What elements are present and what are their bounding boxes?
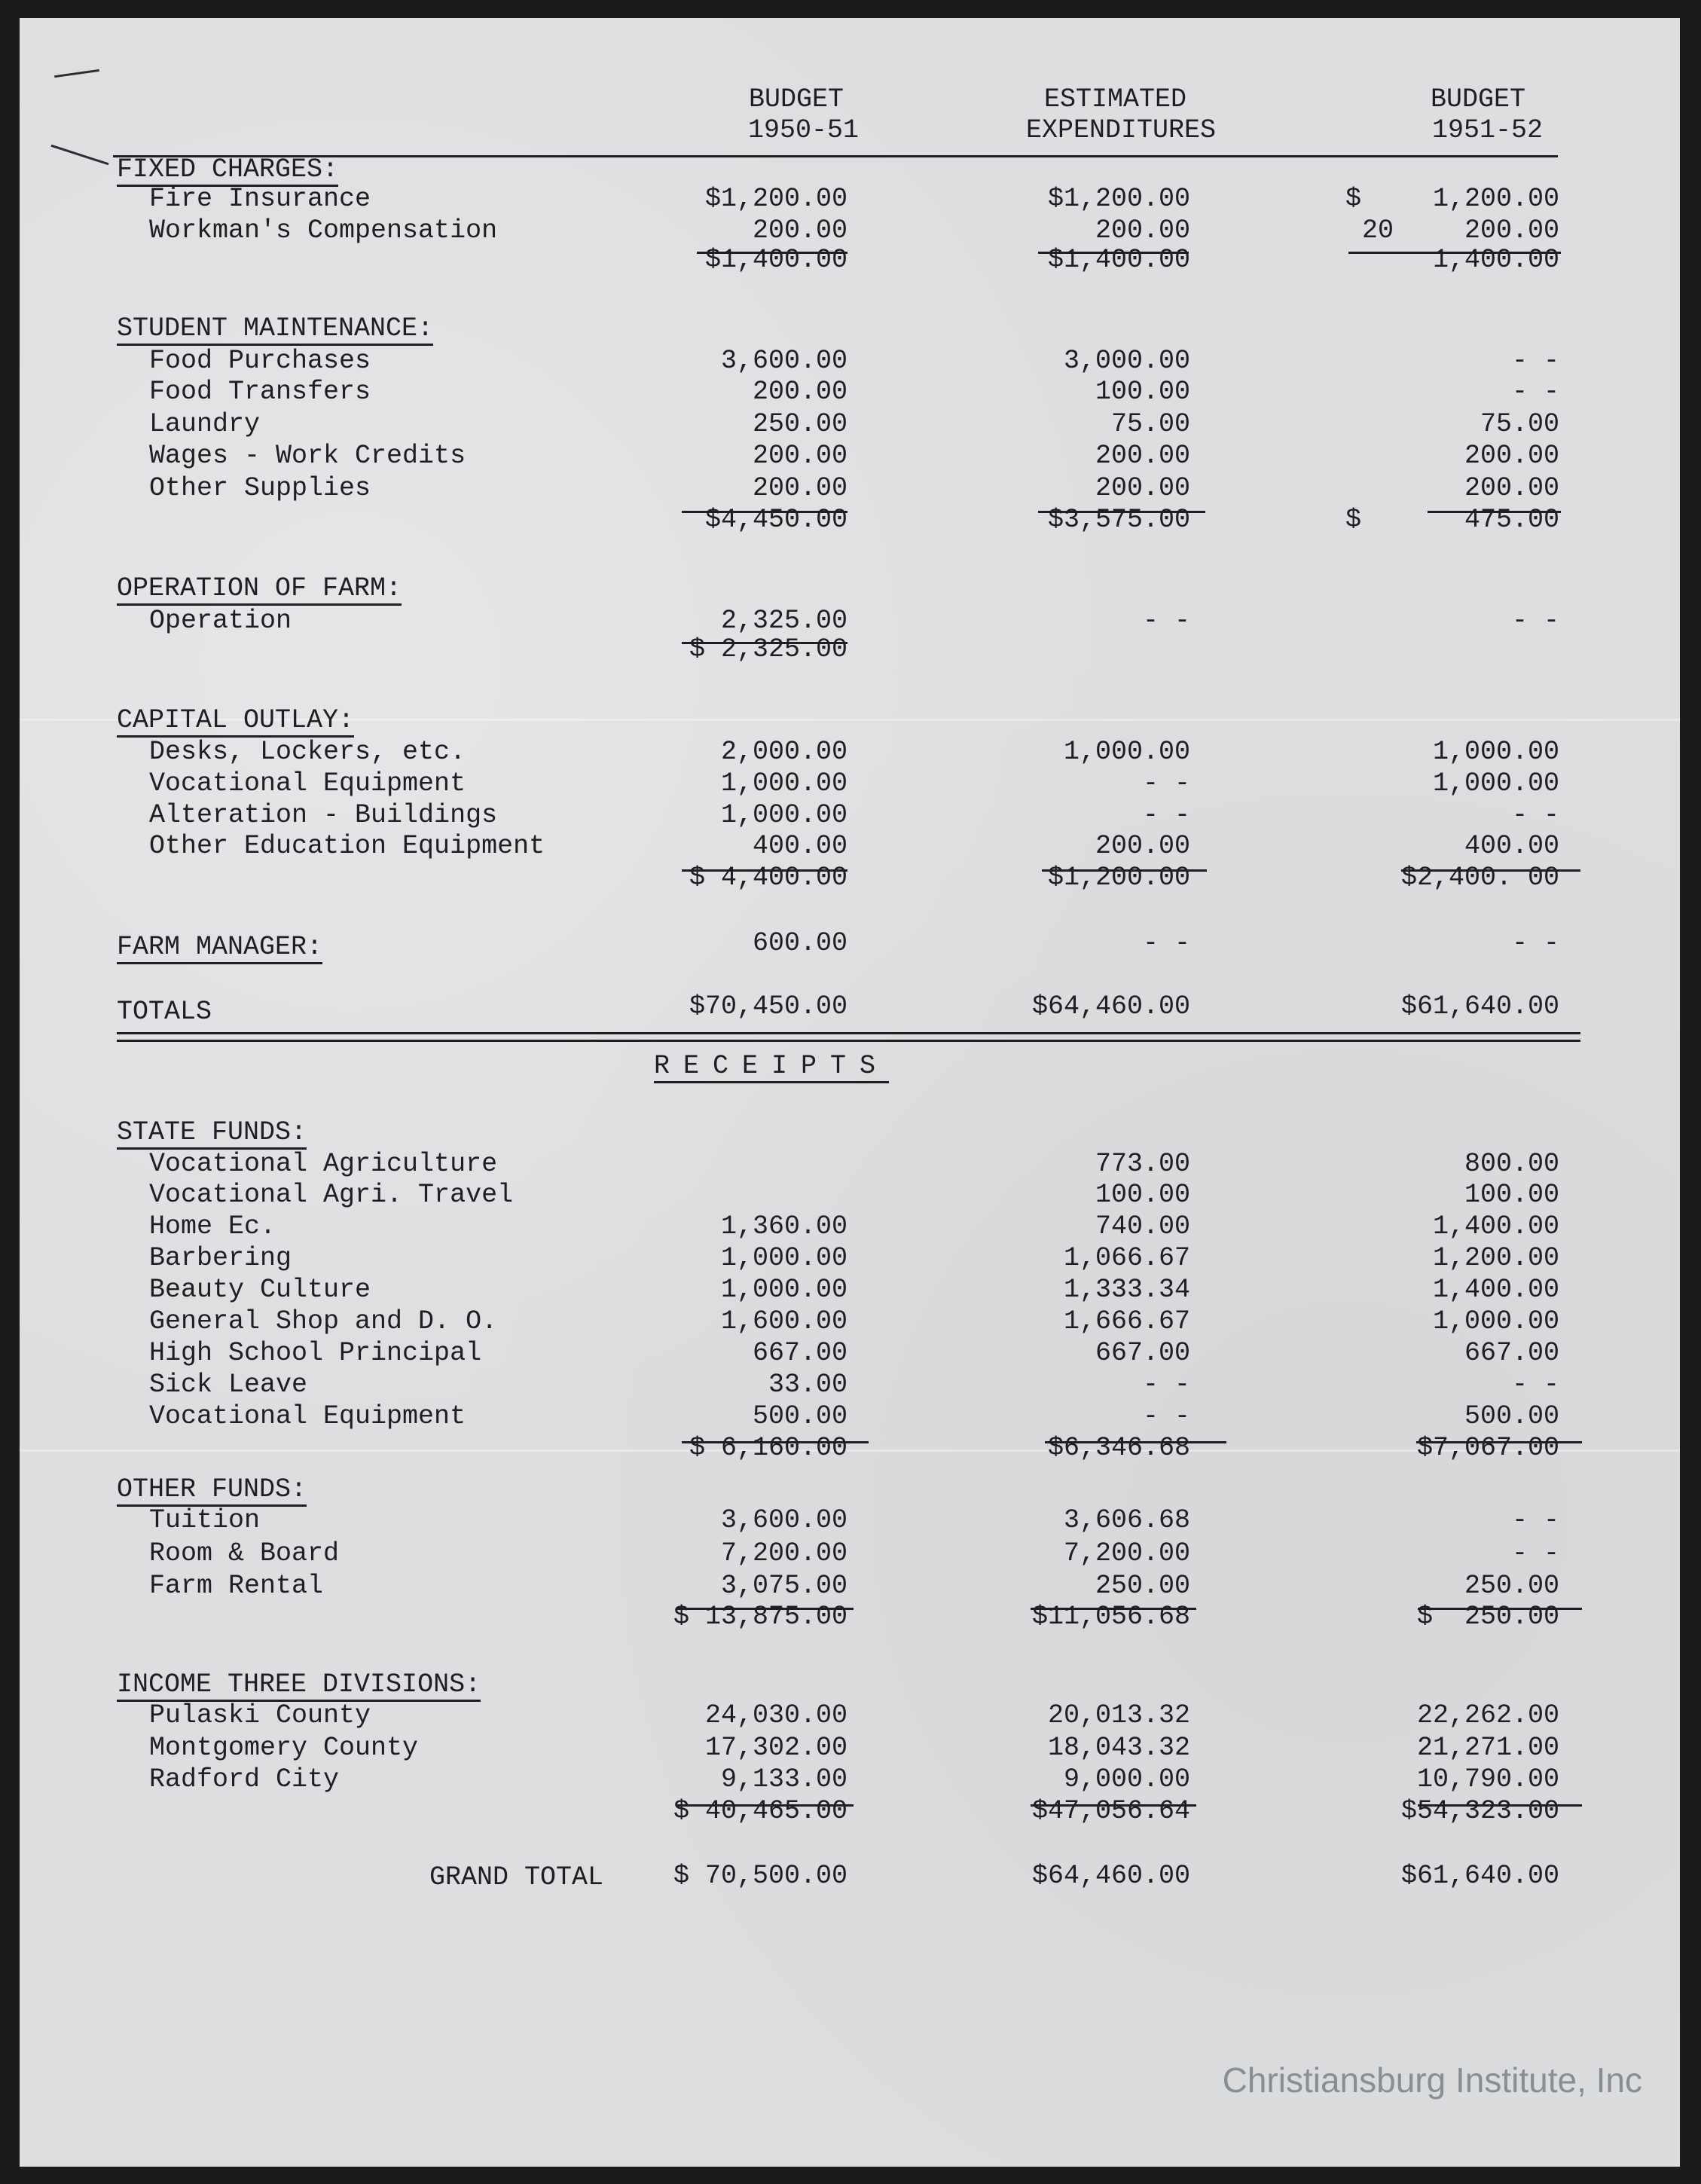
state-funds-row-budget-1951: 1,400.00 bbox=[1432, 1211, 1559, 1242]
fixed-charges-row-budget-1950: 200.00 bbox=[752, 215, 847, 246]
income-three-divisions-row-budget-1951: 10,790.00 bbox=[1416, 1764, 1559, 1795]
student-maintenance-row-budget-1950: 200.00 bbox=[752, 377, 847, 407]
capital-outlay-row-label: Alteration - Buildings bbox=[149, 800, 498, 830]
student-maintenance-row-budget-1951: 200.00 bbox=[1464, 473, 1559, 503]
income-three-divisions-row-label: Radford City bbox=[149, 1764, 340, 1795]
student-maintenance-row-budget-1951: - - bbox=[1511, 346, 1559, 376]
state-funds-row-estimated: 773.00 bbox=[1095, 1149, 1190, 1179]
operation-of-farm-row-budget-1951: - - bbox=[1511, 606, 1559, 636]
capital-outlay-row-budget-1950: 400.00 bbox=[752, 831, 847, 861]
capital-outlay-row-budget-1951: 1,000.00 bbox=[1432, 737, 1559, 767]
income-three-divisions-row-estimated: 20,013.32 bbox=[1047, 1700, 1190, 1730]
state-funds-row-label: Barbering bbox=[149, 1243, 292, 1273]
fixed-charges-row-estimated: 200.00 bbox=[1095, 215, 1190, 246]
totals-budget-1951: $61,640.00 bbox=[1400, 991, 1559, 1022]
totals-estimated: $64,460.00 bbox=[1031, 991, 1190, 1022]
state-funds-row-budget-1951: 500.00 bbox=[1464, 1401, 1559, 1431]
grand-total-estimated: $64,460.00 bbox=[1031, 1861, 1190, 1891]
state-funds-row-estimated: - - bbox=[1142, 1401, 1190, 1431]
state-funds-row-budget-1951: 1,200.00 bbox=[1432, 1243, 1559, 1273]
state-funds-total-estimated: $6,346.68 bbox=[1047, 1433, 1190, 1463]
other-funds-total-budget-1951: $ 250.00 bbox=[1416, 1602, 1559, 1632]
student-maintenance-total-estimated: $3,575.00 bbox=[1047, 505, 1190, 535]
fixed-charges-row-estimated: $1,200.00 bbox=[1047, 184, 1190, 214]
student-maintenance-row-label: Other Supplies bbox=[149, 473, 371, 503]
income-three-divisions-row-budget-1950: 24,030.00 bbox=[704, 1700, 847, 1730]
other-funds-heading: OTHER FUNDS: bbox=[117, 1474, 307, 1507]
state-funds-row-estimated: 667.00 bbox=[1095, 1338, 1190, 1368]
fixed-charges-row-label: Workman's Compensation bbox=[149, 215, 498, 246]
student-maintenance-row-estimated: 200.00 bbox=[1095, 473, 1190, 503]
income-three-divisions-total-estimated: $47,056.64 bbox=[1031, 1796, 1190, 1826]
other-funds-row-budget-1950: 7,200.00 bbox=[720, 1538, 847, 1569]
student-maintenance-row-budget-1950: 200.00 bbox=[752, 473, 847, 503]
col1-header: BUDGET bbox=[748, 84, 844, 115]
receipts-heading: RECEIPTS bbox=[654, 1051, 889, 1083]
income-three-divisions-total-budget-1951: $54,323.00 bbox=[1400, 1796, 1559, 1826]
fixed-charges-total-budget-1951: 1,400.00 bbox=[1432, 245, 1559, 275]
other-funds-row-estimated: 3,606.68 bbox=[1063, 1505, 1190, 1535]
totals-rule bbox=[117, 1040, 1580, 1042]
capital-outlay-row-label: Other Education Equipment bbox=[149, 831, 545, 861]
state-funds-row-estimated: 1,666.67 bbox=[1063, 1306, 1190, 1336]
fixed-charges-row-budget-1951: 1,200.00 bbox=[1432, 184, 1559, 214]
state-funds-row-budget-1950: 667.00 bbox=[752, 1338, 847, 1368]
capital-outlay-total-budget-1950: $ 4,400.00 bbox=[689, 863, 847, 893]
student-maintenance-row-estimated: 200.00 bbox=[1095, 441, 1190, 471]
other-funds-row-estimated: 250.00 bbox=[1095, 1571, 1190, 1601]
capital-outlay-row-estimated: - - bbox=[1142, 800, 1190, 830]
grand-total-label: GRAND TOTAL bbox=[429, 1862, 604, 1892]
state-funds-row-label: High School Principal bbox=[149, 1338, 482, 1368]
fixed-charges-row-budget-1951: 200.00 bbox=[1464, 215, 1559, 246]
student-maintenance-row-budget-1951: 75.00 bbox=[1480, 409, 1559, 439]
totals-label: TOTALS bbox=[117, 997, 212, 1027]
state-funds-row-budget-1951: - - bbox=[1511, 1370, 1559, 1400]
other-funds-row-budget-1951: 250.00 bbox=[1464, 1571, 1559, 1601]
student-maintenance-row-label: Laundry bbox=[149, 409, 261, 439]
fixed-charges-row-prefix: $ bbox=[1345, 184, 1362, 214]
state-funds-row-budget-1950: 1,600.00 bbox=[720, 1306, 847, 1336]
grand-total-budget-1950: $ 70,500.00 bbox=[673, 1861, 847, 1891]
capital-outlay-row-label: Vocational Equipment bbox=[149, 768, 466, 799]
capital-outlay-row-budget-1951: 400.00 bbox=[1464, 831, 1559, 861]
col3-header: 1951-52 bbox=[1431, 115, 1543, 145]
state-funds-row-budget-1950: 1,000.00 bbox=[720, 1275, 847, 1305]
state-funds-row-estimated: 100.00 bbox=[1095, 1180, 1190, 1210]
income-three-divisions-total-budget-1950: $ 40,465.00 bbox=[673, 1796, 847, 1826]
capital-outlay-row-label: Desks, Lockers, etc. bbox=[149, 737, 466, 767]
state-funds-row-budget-1951: 1,400.00 bbox=[1432, 1275, 1559, 1305]
operation-of-farm-row-budget-1950: 2,325.00 bbox=[720, 606, 847, 636]
farm-manager-estimated: - - bbox=[1142, 928, 1190, 958]
fixed-charges-total-budget-1950: $1,400.00 bbox=[704, 245, 847, 275]
totals-rule bbox=[117, 1032, 1580, 1034]
state-funds-row-label: Vocational Agriculture bbox=[149, 1149, 498, 1179]
state-funds-row-label: Beauty Culture bbox=[149, 1275, 371, 1305]
operation-of-farm-total-budget-1950: $ 2,325.00 bbox=[689, 634, 847, 664]
other-funds-row-label: Room & Board bbox=[149, 1538, 340, 1569]
other-funds-row-budget-1950: 3,075.00 bbox=[720, 1571, 847, 1601]
other-funds-row-budget-1951: - - bbox=[1511, 1538, 1559, 1569]
operation-of-farm-row-estimated: - - bbox=[1142, 606, 1190, 636]
student-maintenance-row-label: Food Transfers bbox=[149, 377, 371, 407]
student-maintenance-total-prefix: $ bbox=[1345, 505, 1362, 535]
farm-manager-budget-1950: 600.00 bbox=[752, 928, 847, 958]
col2-header: EXPENDITURES bbox=[1025, 115, 1216, 145]
pencil-mark bbox=[50, 145, 108, 166]
capital-outlay-row-budget-1951: - - bbox=[1511, 800, 1559, 830]
state-funds-row-label: Sick Leave bbox=[149, 1370, 308, 1400]
state-funds-row-budget-1950: 1,360.00 bbox=[720, 1211, 847, 1242]
other-funds-row-estimated: 7,200.00 bbox=[1063, 1538, 1190, 1569]
grand-total-budget-1951: $61,640.00 bbox=[1400, 1861, 1559, 1891]
state-funds-row-budget-1951: 1,000.00 bbox=[1432, 1306, 1559, 1336]
state-funds-row-budget-1951: 667.00 bbox=[1464, 1338, 1559, 1368]
state-funds-row-label: General Shop and D. O. bbox=[149, 1306, 498, 1336]
capital-outlay-row-budget-1951: 1,000.00 bbox=[1432, 768, 1559, 799]
student-maintenance-row-budget-1950: 200.00 bbox=[752, 441, 847, 471]
income-three-divisions-row-budget-1951: 22,262.00 bbox=[1416, 1700, 1559, 1730]
other-funds-row-label: Farm Rental bbox=[149, 1571, 324, 1601]
student-maintenance-row-budget-1950: 250.00 bbox=[752, 409, 847, 439]
student-maintenance-total-budget-1951: 475.00 bbox=[1464, 505, 1559, 535]
state-funds-row-estimated: 740.00 bbox=[1095, 1211, 1190, 1242]
other-funds-row-label: Tuition bbox=[149, 1505, 261, 1535]
income-three-divisions-row-budget-1950: 17,302.00 bbox=[704, 1733, 847, 1763]
state-funds-row-budget-1951: 100.00 bbox=[1464, 1180, 1559, 1210]
income-three-divisions-row-budget-1951: 21,271.00 bbox=[1416, 1733, 1559, 1763]
student-maintenance-row-budget-1950: 3,600.00 bbox=[720, 346, 847, 376]
operation-of-farm-heading: OPERATION OF FARM: bbox=[117, 573, 402, 606]
income-three-divisions-row-label: Montgomery County bbox=[149, 1733, 419, 1763]
fixed-charges-heading: FIXED CHARGES: bbox=[117, 154, 338, 187]
income-three-divisions-row-budget-1950: 9,133.00 bbox=[720, 1764, 847, 1795]
other-funds-total-budget-1950: $ 13,875.00 bbox=[673, 1602, 847, 1632]
capital-outlay-row-budget-1950: 2,000.00 bbox=[720, 737, 847, 767]
student-maintenance-row-label: Wages - Work Credits bbox=[149, 441, 466, 471]
capital-outlay-row-budget-1950: 1,000.00 bbox=[720, 768, 847, 799]
income-three-divisions-row-label: Pulaski County bbox=[149, 1700, 371, 1730]
student-maintenance-row-estimated: 75.00 bbox=[1110, 409, 1190, 439]
state-funds-row-label: Home Ec. bbox=[149, 1211, 276, 1242]
fixed-charges-row-label: Fire Insurance bbox=[149, 184, 371, 214]
fixed-charges-row-budget-1950: $1,200.00 bbox=[704, 184, 847, 214]
state-funds-row-estimated: 1,333.34 bbox=[1063, 1275, 1190, 1305]
capital-outlay-row-estimated: - - bbox=[1142, 768, 1190, 799]
state-funds-total-budget-1950: $ 6,160.00 bbox=[689, 1433, 847, 1463]
capital-outlay-total-budget-1951: $2,400. 00 bbox=[1400, 863, 1559, 893]
capital-outlay-heading: CAPITAL OUTLAY: bbox=[117, 705, 354, 738]
student-maintenance-total-budget-1950: $4,450.00 bbox=[704, 505, 847, 535]
income-three-divisions-row-estimated: 18,043.32 bbox=[1047, 1733, 1190, 1763]
state-funds-row-budget-1950: 500.00 bbox=[752, 1401, 847, 1431]
student-maintenance-row-estimated: 3,000.00 bbox=[1063, 346, 1190, 376]
capital-outlay-row-estimated: 1,000.00 bbox=[1063, 737, 1190, 767]
student-maintenance-row-budget-1951: - - bbox=[1511, 377, 1559, 407]
other-funds-total-estimated: $11,056.68 bbox=[1031, 1602, 1190, 1632]
student-maintenance-row-budget-1951: 200.00 bbox=[1464, 441, 1559, 471]
paper-mark bbox=[54, 69, 99, 78]
col3-header: BUDGET bbox=[1430, 84, 1525, 115]
state-funds-row-estimated: - - bbox=[1142, 1370, 1190, 1400]
state-funds-row-budget-1950: 33.00 bbox=[768, 1370, 847, 1400]
fixed-charges-row-prefix: 20 bbox=[1362, 215, 1394, 246]
income-three-divisions-heading: INCOME THREE DIVISIONS: bbox=[117, 1669, 481, 1702]
watermark: Christiansburg Institute, Inc bbox=[1222, 2060, 1642, 2100]
other-funds-row-budget-1950: 3,600.00 bbox=[720, 1505, 847, 1535]
state-funds-row-budget-1951: 800.00 bbox=[1464, 1149, 1559, 1179]
state-funds-heading: STATE FUNDS: bbox=[117, 1117, 307, 1150]
income-three-divisions-row-estimated: 9,000.00 bbox=[1063, 1764, 1190, 1795]
state-funds-row-estimated: 1,066.67 bbox=[1063, 1243, 1190, 1273]
fixed-charges-total-estimated: $1,400.00 bbox=[1047, 245, 1190, 275]
operation-of-farm-row-label: Operation bbox=[149, 606, 292, 636]
capital-outlay-row-budget-1950: 1,000.00 bbox=[720, 800, 847, 830]
other-funds-row-budget-1951: - - bbox=[1511, 1505, 1559, 1535]
state-funds-total-budget-1951: $7,067.00 bbox=[1416, 1433, 1559, 1463]
state-funds-row-budget-1950: 1,000.00 bbox=[720, 1243, 847, 1273]
col2-header: ESTIMATED bbox=[1043, 84, 1186, 115]
farm-manager-budget-1951: - - bbox=[1511, 928, 1559, 958]
state-funds-row-label: Vocational Equipment bbox=[149, 1401, 466, 1431]
capital-outlay-total-estimated: $1,200.00 bbox=[1047, 863, 1190, 893]
farm-manager-heading: FARM MANAGER: bbox=[117, 932, 322, 964]
student-maintenance-heading: STUDENT MAINTENANCE: bbox=[117, 313, 433, 346]
totals-budget-1950: $70,450.00 bbox=[689, 991, 847, 1022]
student-maintenance-row-label: Food Purchases bbox=[149, 346, 371, 376]
col1-header: 1950-51 bbox=[747, 115, 859, 145]
capital-outlay-row-estimated: 200.00 bbox=[1095, 831, 1190, 861]
state-funds-row-label: Vocational Agri. Travel bbox=[149, 1180, 514, 1210]
student-maintenance-row-estimated: 100.00 bbox=[1095, 377, 1190, 407]
